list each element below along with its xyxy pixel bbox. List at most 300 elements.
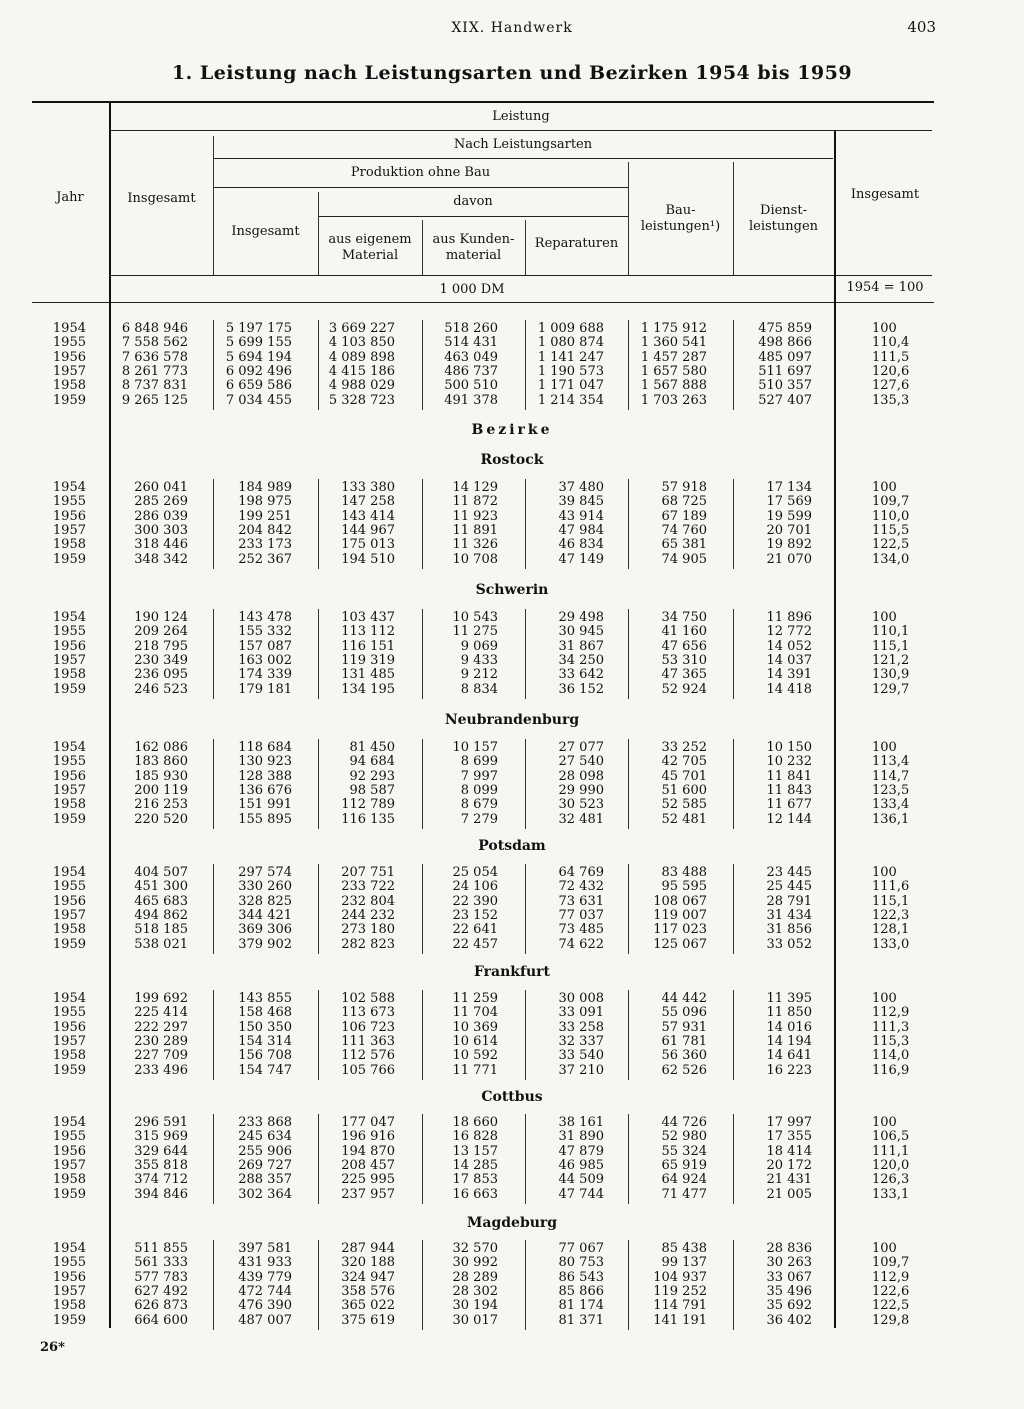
- kunden-cell: 9 433: [460, 652, 498, 668]
- prod-insgesamt-cell: 155 332: [238, 624, 292, 640]
- insgesamt-cell: 222 297: [134, 1019, 188, 1035]
- kunden-cell: 8 699: [460, 754, 498, 770]
- kunden-cell: 28 289: [452, 1269, 498, 1285]
- index-cell: 111,3: [872, 1019, 910, 1035]
- dienst-cell: 35 692: [766, 1298, 812, 1314]
- index-cell: 122,5: [872, 537, 910, 553]
- bau-cell: 108 067: [653, 893, 707, 909]
- insgesamt-cell: 318 446: [134, 537, 188, 553]
- year-cell: 1959: [52, 681, 86, 697]
- year-cell: 1957: [52, 1283, 86, 1299]
- kunden-cell: 14 129: [452, 480, 498, 495]
- insgesamt-cell: 561 333: [134, 1255, 188, 1271]
- insgesamt-cell: 285 269: [134, 494, 188, 510]
- dienst-cell: 35 496: [766, 1283, 812, 1299]
- reparaturen-cell: 72 432: [558, 879, 604, 895]
- eigen-cell: 175 013: [341, 537, 395, 553]
- bau-cell: 1 567 888: [640, 378, 707, 394]
- dienst-cell: 10 150: [766, 740, 812, 755]
- bau-cell: 55 096: [661, 1005, 707, 1021]
- section-heading: Potsdam: [478, 838, 546, 854]
- kunden-cell: 18 660: [452, 1115, 498, 1130]
- reparaturen-cell: 33 642: [558, 667, 604, 683]
- kunden-cell: 28 302: [452, 1283, 498, 1299]
- index-cell: 100: [872, 991, 897, 1006]
- reparaturen-cell: 33 091: [558, 1005, 604, 1021]
- kunden-cell: 11 891: [452, 522, 498, 538]
- bau-cell: 57 918: [661, 480, 707, 495]
- year-cell: 1956: [52, 1143, 86, 1159]
- bau-cell: 99 137: [661, 1255, 707, 1271]
- insgesamt-cell: 209 264: [134, 624, 188, 640]
- insgesamt-cell: 9 265 125: [121, 392, 188, 408]
- insgesamt-cell: 7 636 578: [121, 349, 188, 365]
- prod-insgesamt-cell: 184 989: [238, 480, 292, 495]
- section-heading: Frankfurt: [473, 964, 551, 980]
- eigen-cell: 207 751: [341, 865, 395, 880]
- bau-cell: 74 905: [661, 551, 707, 567]
- insgesamt-cell: 518 185: [134, 922, 188, 938]
- bau-cell: 68 725: [661, 494, 707, 510]
- header-kunden: [422, 232, 525, 264]
- index-cell: 122,6: [872, 1283, 910, 1299]
- prod-insgesamt-cell: 439 779: [238, 1269, 292, 1285]
- bau-cell: 67 189: [661, 508, 707, 524]
- prod-insgesamt-cell: 157 087: [238, 638, 292, 654]
- index-cell: 111,1: [872, 1143, 910, 1159]
- eigen-cell: 147 258: [341, 494, 395, 510]
- index-cell: 100: [872, 1115, 897, 1130]
- dienst-cell: 14 391: [766, 667, 812, 683]
- bau-cell: 64 924: [661, 1172, 707, 1188]
- prod-insgesamt-cell: 163 002: [238, 652, 292, 668]
- dienst-cell: 14 641: [766, 1048, 812, 1064]
- insgesamt-cell: 230 349: [134, 652, 188, 668]
- prod-insgesamt-cell: 174 339: [238, 667, 292, 683]
- year-cell: 1959: [52, 936, 86, 952]
- eigen-cell: 105 766: [341, 1062, 395, 1078]
- eigen-cell: 113 112: [341, 624, 395, 640]
- insgesamt-cell: 200 119: [134, 782, 188, 798]
- index-cell: 112,9: [872, 1269, 910, 1285]
- prod-insgesamt-cell: 233 173: [238, 537, 292, 553]
- eigen-cell: 81 450: [349, 740, 395, 755]
- kunden-cell: 17 853: [452, 1172, 498, 1188]
- year-cell: 1955: [52, 1129, 86, 1145]
- index-cell: 133,0: [872, 936, 910, 952]
- reparaturen-cell: 37 210: [558, 1062, 604, 1078]
- insgesamt-cell: 183 860: [134, 754, 188, 770]
- eigen-cell: 94 684: [349, 754, 395, 770]
- index-cell: 121,2: [872, 652, 910, 668]
- eigen-cell: 4 988 029: [328, 378, 395, 394]
- dienst-cell: 21 431: [766, 1172, 812, 1188]
- header-bottom-rule: [32, 302, 934, 303]
- index-cell: 114,7: [872, 768, 910, 784]
- reparaturen-cell: 81 371: [558, 1312, 604, 1328]
- prod-insgesamt-cell: 233 868: [238, 1115, 292, 1130]
- index-cell: 106,5: [872, 1129, 910, 1145]
- eigen-cell: 92 293: [349, 768, 395, 784]
- eigen-cell: 143 414: [341, 508, 395, 524]
- eigen-cell: 375 619: [341, 1312, 395, 1328]
- header-bau-line2: leistungen¹): [640, 219, 721, 234]
- index-cell: 114,0: [872, 1048, 910, 1064]
- index-cell: 110,0: [872, 508, 910, 524]
- header-eigenem: [318, 232, 422, 264]
- insgesamt-cell: 494 862: [134, 907, 188, 923]
- eigen-cell: 119 319: [341, 652, 395, 668]
- year-cell: 1957: [52, 652, 86, 668]
- reparaturen-cell: 30 008: [558, 991, 604, 1006]
- kunden-cell: 11 275: [452, 624, 498, 640]
- reparaturen-cell: 29 990: [558, 782, 604, 798]
- bau-cell: 119 252: [653, 1283, 707, 1299]
- index-cell: 115,5: [872, 522, 910, 538]
- dienst-cell: 527 407: [758, 392, 812, 408]
- reparaturen-cell: 36 152: [558, 681, 604, 697]
- bau-cell: 125 067: [653, 936, 707, 952]
- kunden-cell: 491 378: [444, 392, 498, 408]
- dienst-cell: 14 037: [766, 652, 812, 668]
- kunden-cell: 10 708: [452, 551, 498, 567]
- eigen-cell: 324 947: [341, 1269, 395, 1285]
- year-cell: 1954: [52, 991, 86, 1006]
- year-cell: 1955: [52, 1005, 86, 1021]
- insgesamt-cell: 216 253: [134, 797, 188, 813]
- year-cell: 1957: [52, 907, 86, 923]
- dienst-cell: 33 052: [766, 936, 812, 952]
- prod-insgesamt-cell: 252 367: [238, 551, 292, 567]
- prod-insgesamt-cell: 369 306: [238, 922, 292, 938]
- prod-insgesamt-cell: 5 694 194: [225, 349, 292, 365]
- prod-insgesamt-cell: 5 699 155: [225, 335, 292, 351]
- reparaturen-cell: 1 171 047: [537, 378, 604, 394]
- year-cell: 1959: [52, 811, 86, 827]
- index-cell: 130,9: [872, 667, 910, 683]
- reparaturen-cell: 43 914: [558, 508, 604, 524]
- eigen-cell: 5 328 723: [328, 392, 395, 408]
- section-heading: Neubrandenburg: [444, 712, 580, 728]
- year-cell: 1955: [52, 624, 86, 640]
- header-insgesamt: Insgesamt: [127, 191, 196, 206]
- header-eigenem-line2: Material: [341, 248, 399, 263]
- bau-cell: 52 585: [661, 797, 707, 813]
- dienst-cell: 11 841: [766, 768, 812, 784]
- unit-dm: 1 000 DM: [439, 282, 505, 297]
- prod-insgesamt-cell: 330 260: [238, 879, 292, 895]
- index-cell: 120,6: [872, 363, 910, 379]
- insgesamt-cell: 8 261 773: [121, 363, 188, 379]
- eigen-cell: 196 916: [341, 1129, 395, 1145]
- eigen-cell: 194 510: [341, 551, 395, 567]
- index-cell: 100: [872, 321, 897, 336]
- dienst-cell: 17 569: [766, 494, 812, 510]
- year-cell: 1956: [52, 1269, 86, 1285]
- year-cell: 1959: [52, 551, 86, 567]
- reparaturen-cell: 30 523: [558, 797, 604, 813]
- index-cell: 111,6: [872, 879, 910, 895]
- reparaturen-cell: 64 769: [558, 865, 604, 880]
- kunden-cell: 518 260: [444, 321, 498, 336]
- eigen-cell: 365 022: [341, 1298, 395, 1314]
- year-cell: 1954: [52, 480, 86, 495]
- eigen-cell: 134 195: [341, 681, 395, 697]
- header-kunden-line2: material: [445, 248, 502, 263]
- year-cell: 1954: [52, 865, 86, 880]
- prod-insgesamt-cell: 199 251: [238, 508, 292, 524]
- prod-insgesamt-cell: 6 659 586: [225, 378, 292, 394]
- insgesamt-cell: 218 795: [134, 638, 188, 654]
- dienst-cell: 510 357: [758, 378, 812, 394]
- index-cell: 123,5: [872, 782, 910, 798]
- year-cell: 1957: [52, 363, 86, 379]
- reparaturen-cell: 38 161: [558, 1115, 604, 1130]
- kunden-cell: 23 152: [452, 907, 498, 923]
- eigen-cell: 282 823: [341, 936, 395, 952]
- header-dienst-line1: Dienst-: [760, 203, 807, 218]
- reparaturen-cell: 31 867: [558, 638, 604, 654]
- year-cell: 1958: [52, 378, 86, 394]
- dienst-cell: 20 701: [766, 522, 812, 538]
- eigen-cell: 287 944: [341, 1241, 395, 1256]
- eigen-cell: 232 804: [341, 893, 395, 909]
- kunden-cell: 32 570: [452, 1241, 498, 1256]
- kunden-cell: 463 049: [444, 349, 498, 365]
- year-cell: 1954: [52, 1115, 86, 1130]
- dienst-cell: 11 896: [766, 610, 812, 625]
- kunden-cell: 10 543: [452, 610, 498, 625]
- year-cell: 1957: [52, 1033, 86, 1049]
- bau-cell: 95 595: [661, 879, 707, 895]
- eigen-cell: 112 576: [341, 1048, 395, 1064]
- year-cell: 1958: [52, 1048, 86, 1064]
- reparaturen-cell: 80 753: [558, 1255, 604, 1271]
- prod-insgesamt-cell: 204 842: [238, 522, 292, 538]
- index-cell: 136,1: [872, 811, 910, 827]
- table-title: 1. Leistung nach Leistungsarten und Bezirken 1954 bis 1959: [171, 62, 853, 84]
- kunden-cell: 16 663: [452, 1186, 498, 1202]
- insgesamt-cell: 627 492: [134, 1283, 188, 1299]
- eigen-cell: 111 363: [341, 1033, 395, 1049]
- insgesamt-cell: 394 846: [134, 1186, 188, 1202]
- eigen-cell: 233 722: [341, 879, 395, 895]
- prod-insgesamt-cell: 143 478: [238, 610, 292, 625]
- dienst-cell: 28 791: [766, 893, 812, 909]
- col-divider: [213, 136, 214, 275]
- kunden-cell: 500 510: [444, 378, 498, 394]
- index-cell: 112,9: [872, 1005, 910, 1021]
- dienst-cell: 14 052: [766, 638, 812, 654]
- dienst-cell: 31 434: [766, 907, 812, 923]
- bau-cell: 1 703 263: [640, 392, 707, 408]
- year-cell: 1958: [52, 1172, 86, 1188]
- prod-insgesamt-cell: 269 727: [238, 1157, 292, 1173]
- index-cell: 122,3: [872, 907, 910, 923]
- insgesamt-cell: 355 818: [134, 1157, 188, 1173]
- eigen-cell: 4 415 186: [328, 363, 395, 379]
- dienst-cell: 14 016: [766, 1019, 812, 1035]
- kunden-cell: 11 704: [452, 1005, 498, 1021]
- bau-cell: 41 160: [661, 624, 707, 640]
- reparaturen-cell: 44 509: [558, 1172, 604, 1188]
- prod-insgesamt-cell: 136 676: [238, 782, 292, 798]
- header-dienst: [733, 203, 834, 235]
- section-heading-bezirke: Bezirke: [471, 422, 553, 438]
- kunden-cell: 514 431: [444, 335, 498, 351]
- header-kunden-line1: aus Kunden-: [432, 232, 515, 247]
- index-cell: 129,7: [872, 681, 910, 697]
- year-cell: 1958: [52, 537, 86, 553]
- prod-insgesamt-cell: 344 421: [238, 907, 292, 923]
- year-cell: 1956: [52, 638, 86, 654]
- dienst-cell: 14 194: [766, 1033, 812, 1049]
- dienst-cell: 19 599: [766, 508, 812, 524]
- bau-cell: 33 252: [661, 740, 707, 755]
- eigen-cell: 208 457: [341, 1157, 395, 1173]
- kunden-cell: 11 326: [452, 537, 498, 553]
- index-cell: 110,1: [872, 624, 910, 640]
- dienst-cell: 11 677: [766, 797, 812, 813]
- dienst-cell: 20 172: [766, 1157, 812, 1173]
- kunden-cell: 22 641: [452, 922, 498, 938]
- eigen-cell: 112 789: [341, 797, 395, 813]
- prod-insgesamt-cell: 156 708: [238, 1048, 292, 1064]
- dienst-cell: 10 232: [766, 754, 812, 770]
- insgesamt-cell: 404 507: [134, 865, 188, 880]
- section-heading: Rostock: [480, 452, 544, 468]
- dienst-cell: 11 395: [766, 991, 812, 1006]
- year-cell: 1954: [52, 740, 86, 755]
- prod-insgesamt-cell: 158 468: [238, 1005, 292, 1021]
- kunden-cell: 22 457: [452, 936, 498, 952]
- year-cell: 1959: [52, 1312, 86, 1328]
- prod-insgesamt-cell: 130 923: [238, 754, 292, 770]
- bau-cell: 114 791: [653, 1298, 707, 1314]
- insgesamt-cell: 233 496: [134, 1062, 188, 1078]
- kunden-cell: 11 872: [452, 494, 498, 510]
- dienst-cell: 30 263: [766, 1255, 812, 1271]
- kunden-cell: 10 614: [452, 1033, 498, 1049]
- year-cell: 1956: [52, 1019, 86, 1035]
- index-cell: 133,4: [872, 797, 910, 813]
- eigen-cell: 177 047: [341, 1115, 395, 1130]
- reparaturen-cell: 86 543: [558, 1269, 604, 1285]
- header-bau: [628, 203, 733, 235]
- header-reparaturen: Reparaturen: [534, 236, 619, 251]
- reparaturen-cell: 29 498: [558, 610, 604, 625]
- insgesamt-cell: 199 692: [134, 991, 188, 1006]
- insgesamt-cell: 374 712: [134, 1172, 188, 1188]
- insgesamt-cell: 286 039: [134, 508, 188, 524]
- reparaturen-cell: 77 067: [558, 1241, 604, 1256]
- reparaturen-cell: 1 080 874: [537, 335, 604, 351]
- reparaturen-cell: 1 214 354: [537, 392, 604, 408]
- index-cell: 109,7: [872, 494, 910, 510]
- footer-mark: 26*: [40, 1340, 65, 1355]
- eigen-cell: 131 485: [341, 667, 395, 683]
- dienst-cell: 485 097: [758, 349, 812, 365]
- reparaturen-cell: 73 631: [558, 893, 604, 909]
- prod-insgesamt-cell: 431 933: [238, 1255, 292, 1271]
- prod-insgesamt-cell: 155 895: [238, 811, 292, 827]
- leistung-rule: [110, 130, 932, 131]
- unit-index: 1954 = 100: [846, 280, 924, 295]
- kunden-cell: 11 771: [452, 1062, 498, 1078]
- insgesamt-cell: 451 300: [134, 879, 188, 895]
- reparaturen-cell: 77 037: [558, 907, 604, 923]
- index-cell: 100: [872, 480, 897, 495]
- kunden-cell: 9 212: [460, 667, 498, 683]
- header-davon: davon: [453, 194, 493, 209]
- dienst-cell: 17 997: [766, 1115, 812, 1130]
- bau-cell: 65 381: [661, 537, 707, 553]
- bau-cell: 47 656: [661, 638, 707, 654]
- bau-cell: 1 175 912: [640, 321, 707, 336]
- year-cell: 1955: [52, 879, 86, 895]
- insgesamt-cell: 6 848 946: [121, 321, 188, 336]
- bau-cell: 1 657 580: [640, 363, 707, 379]
- header-eigenem-line1: aus eigenem: [328, 232, 412, 247]
- kunden-cell: 11 923: [452, 508, 498, 524]
- eigen-cell: 144 967: [341, 522, 395, 538]
- year-cell: 1959: [52, 1186, 86, 1202]
- bau-cell: 65 919: [661, 1157, 707, 1173]
- prod-insgesamt-cell: 179 181: [238, 681, 292, 697]
- index-cell: 100: [872, 1241, 897, 1256]
- bau-cell: 61 781: [661, 1033, 707, 1049]
- insgesamt-cell: 227 709: [134, 1048, 188, 1064]
- reparaturen-cell: 37 480: [558, 480, 604, 495]
- col-divider: [834, 130, 836, 302]
- insgesamt-cell: 465 683: [134, 893, 188, 909]
- prod-insgesamt-cell: 198 975: [238, 494, 292, 510]
- bau-cell: 44 726: [661, 1115, 707, 1130]
- index-cell: 115,3: [872, 1033, 910, 1049]
- index-cell: 126,3: [872, 1172, 910, 1188]
- dienst-cell: 31 856: [766, 922, 812, 938]
- bau-cell: 52 481: [661, 811, 707, 827]
- year-cell: 1957: [52, 782, 86, 798]
- eigen-cell: 358 576: [341, 1283, 395, 1299]
- index-cell: 115,1: [872, 638, 910, 654]
- bau-cell: 74 760: [661, 522, 707, 538]
- reparaturen-cell: 46 834: [558, 537, 604, 553]
- prod-insgesamt-cell: 154 747: [238, 1062, 292, 1078]
- section-heading: Magdeburg: [466, 1215, 558, 1231]
- eigen-cell: 4 089 898: [328, 349, 395, 365]
- dienst-cell: 33 067: [766, 1269, 812, 1285]
- reparaturen-cell: 31 890: [558, 1129, 604, 1145]
- leistungsarten-rule: [213, 158, 833, 159]
- eigen-cell: 113 673: [341, 1005, 395, 1021]
- header-prod-insgesamt: Insgesamt: [231, 224, 300, 239]
- reparaturen-cell: 39 845: [558, 494, 604, 510]
- reparaturen-cell: 1 009 688: [537, 321, 604, 336]
- insgesamt-cell: 246 523: [134, 681, 188, 697]
- prod-insgesamt-cell: 297 574: [238, 865, 292, 880]
- reparaturen-cell: 46 985: [558, 1157, 604, 1173]
- eigen-cell: 103 437: [341, 610, 395, 625]
- year-cell: 1956: [52, 768, 86, 784]
- reparaturen-cell: 1 190 573: [537, 363, 604, 379]
- index-cell: 129,8: [872, 1312, 910, 1328]
- insgesamt-cell: 8 737 831: [121, 378, 188, 394]
- insgesamt-cell: 185 930: [134, 768, 188, 784]
- insgesamt-cell: 190 124: [134, 610, 188, 625]
- dienst-cell: 18 414: [766, 1143, 812, 1159]
- reparaturen-cell: 27 077: [558, 740, 604, 755]
